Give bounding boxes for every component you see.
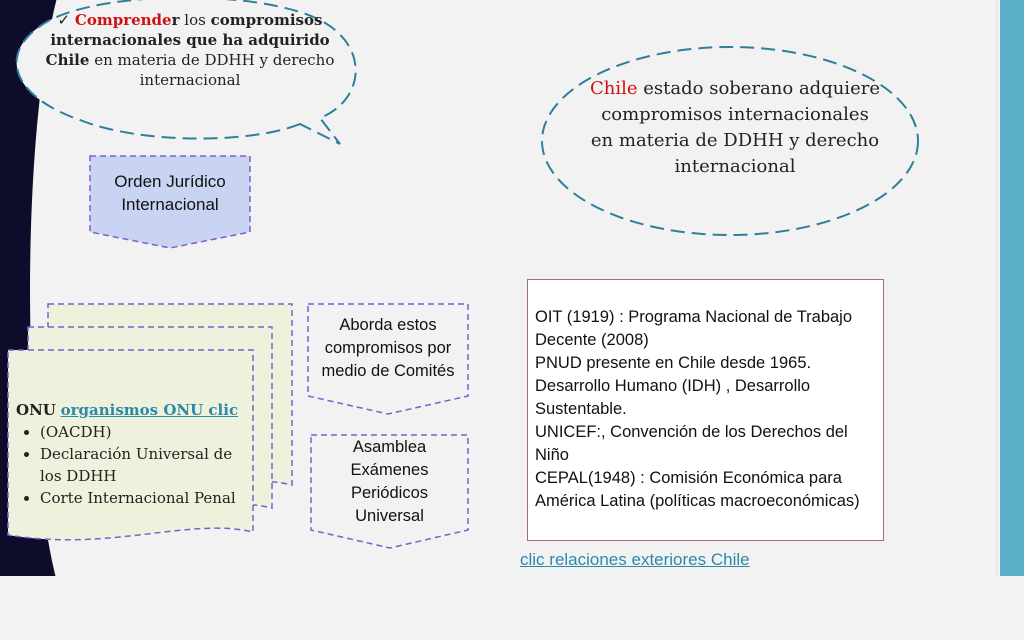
asamblea-line2: Exámenes	[350, 461, 429, 479]
onu-organismos-link[interactable]: organismos ONU clic	[60, 401, 239, 419]
onu-list-item: • Corte Internacional Penal	[40, 487, 252, 509]
info-line-pnud: PNUD presente en Chile desde 1965. Desarrollo Humano (IDH) , Desarrollo Sustentable.	[535, 354, 812, 418]
orden-label-line1: Orden Jurídico	[114, 172, 226, 191]
asamblea-line3: Periódicos	[350, 484, 429, 502]
aborda-line3: medio de Comités	[321, 362, 455, 380]
bubble-line1-tail: los	[184, 11, 206, 29]
bubble-highlight: Comprende	[74, 11, 172, 29]
onu-title: ONU	[16, 401, 56, 419]
relaciones-exteriores-link[interactable]: clic relaciones exteriores Chile	[520, 550, 750, 569]
check-icon: ✓	[57, 11, 71, 29]
ellipse-highlight: Chile	[590, 78, 638, 99]
info-line-cepal: CEPAL(1948) : Comisión Económica para América Latina (políticas macroeconómicas)	[535, 469, 860, 510]
info-box-text	[535, 306, 885, 513]
aborda-label	[308, 314, 468, 383]
orden-juridico-label	[90, 170, 250, 216]
asamblea-line4: Universal	[355, 507, 424, 525]
asamblea-label	[311, 436, 468, 528]
onu-list	[16, 421, 252, 509]
onu-card	[16, 399, 252, 509]
info-line-unicef: UNICEF:, Convención de los Derechos del Niño	[535, 423, 848, 464]
onu-list-item: • Declaración Universal de los DDHH	[40, 443, 252, 487]
onu-list-item: • (OACDH)	[40, 421, 252, 443]
aborda-line2: compromisos por	[324, 339, 452, 357]
ellipse-right-text	[590, 76, 880, 180]
ellipse-body: estado soberano adquiere compromisos internacionales en materia de DDHH y derecho internacional	[590, 78, 880, 177]
bubble-highlight-rest: r	[171, 11, 180, 29]
bubble-tail-text: en materia de DDHH y derecho internacional	[94, 51, 335, 89]
bubble-bold-text: compromisos internacionales que ha adquirido Chile	[45, 11, 330, 69]
asamblea-line1: Asamblea	[352, 438, 427, 456]
info-line-oit: OIT (1919) : Programa Nacional de Trabajo Decente (2008)	[535, 308, 853, 349]
orden-label-line2: Internacional	[121, 195, 219, 214]
speech-bubble-left-text	[40, 10, 340, 90]
aborda-line1: Aborda estos	[339, 316, 437, 334]
